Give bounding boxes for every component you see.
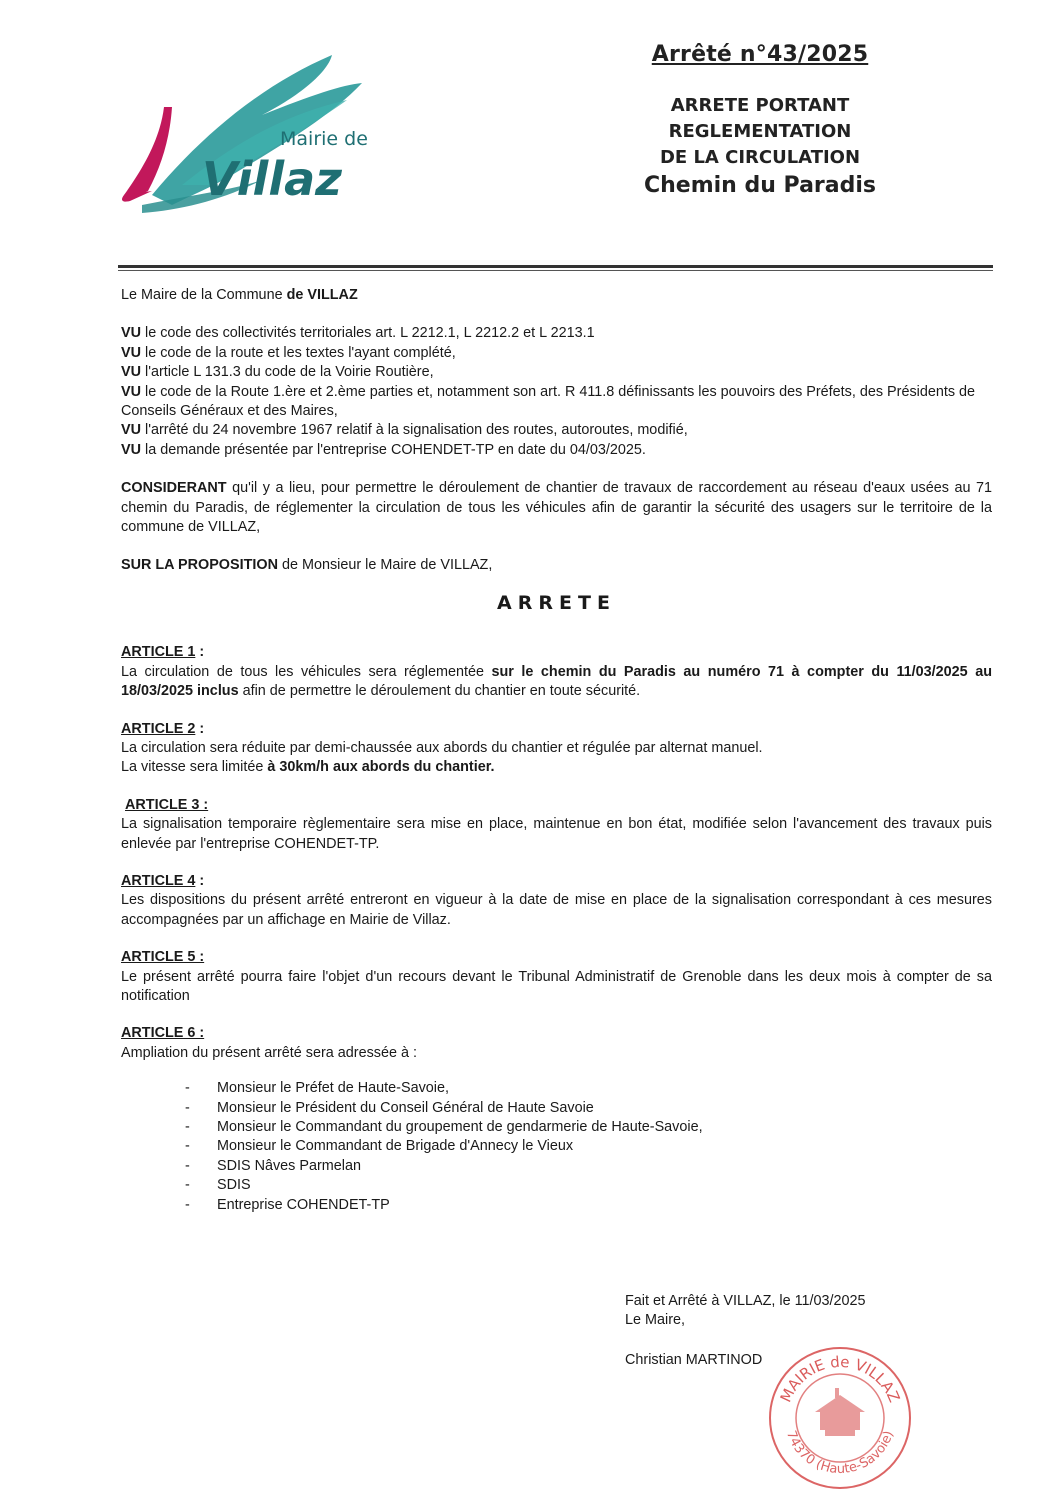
list-item: - Entreprise COHENDET-TP: [185, 1196, 390, 1213]
list-item: - Monsieur le Commandant de Brigade d'Annecy le Vieux: [185, 1138, 574, 1155]
article-1: ARTICLE 1 : La circulation de tous les véhicules sera réglementée sur le chemin du Paradis au numéro 71 à compter du 11/03/2025 au 18/03/2025 inclus afin de permettre le déroulement du chantier en toute sécurité.: [121, 644, 992, 700]
vu-list: [121, 324, 992, 460]
title-line-1: ARRETE PORTANT: [670, 95, 850, 116]
article-4: ARTICLE 4 : Les dispositions du présent arrêté entreront en vigueur à la date de mise en place de la signalisation correspondant à ces mesures accompagnées par un affichage en Mairie de Villaz.: [121, 872, 992, 928]
vu-item: VU la demande présentée par l'entreprise COHENDET-TP en date du 04/03/2025.: [121, 441, 646, 458]
signature-name: Christian MARTINOD: [625, 1351, 763, 1368]
stamp-emblem: [815, 1388, 865, 1436]
intro-prefix: Le Maire de la Commune: [121, 287, 287, 303]
title-subject: Chemin du Paradis: [643, 173, 877, 198]
arrete-number: Arrêté n°43/2025: [651, 42, 869, 67]
article-1-heading: ARTICLE 1: [121, 644, 196, 661]
article-5-heading: ARTICLE 5 :: [121, 949, 205, 966]
article-5: ARTICLE 5 : Le présent arrêté pourra faire l'objet d'un recours devant le Tribunal Administratif de Grenoble dans les deux mois à compter de sa notification: [121, 949, 992, 1004]
mairie-stamp: [765, 1340, 915, 1490]
article-6-heading: ARTICLE 6 :: [121, 1025, 205, 1042]
vu-item: VU le code des collectivités territoriales art. L 2212.1, L 2212.2 et L 2213.1: [121, 325, 595, 342]
mairie-de-villaz-logo: [112, 45, 402, 220]
vu-item: VU l'article L 131.3 du code de la Voirie Routière,: [121, 364, 434, 381]
logo-text-villaz: Villaz: [202, 152, 342, 206]
proposition-paragraph: SUR LA PROPOSITION de Monsieur le Maire de VILLAZ,: [121, 557, 493, 574]
signature-place-date: Fait et Arrêté à VILLAZ, le 11/03/2025: [625, 1293, 866, 1309]
vu-item: VU le code de la route et les textes l'ayant complété,: [121, 344, 456, 361]
considerant-paragraph: CONSIDERANT qu'il y a lieu, pour permettre le déroulement de chantier de travaux de raccordement au réseau d'eaux usées au 71 chemin du Paradis, de réglementer la circulation de tous les véhicules afin de garantir la sécurité des usagers sur le territoire de la commune de VILLAZ,: [121, 480, 992, 536]
article-3-heading: ARTICLE 3 :: [125, 796, 209, 813]
intro-commune: de VILLAZ: [286, 287, 358, 303]
signature-role: Le Maire,: [625, 1312, 685, 1329]
article-3: ARTICLE 3 : La signalisation temporaire règlementaire sera mise en place, maintenue en bon état, modifiée selon l'avancement des travaux puis enlevée par l'entreprise COHENDET-TP.: [121, 796, 992, 852]
list-item: - Monsieur le Préfet de Haute-Savoie,: [185, 1080, 449, 1097]
article-2-heading: ARTICLE 2: [121, 720, 196, 737]
list-item: - SDIS: [185, 1177, 251, 1194]
article-4-heading: ARTICLE 4: [121, 872, 196, 889]
header-divider-thin: [118, 270, 993, 271]
stamp-bottom-text: 74370 (Haute-Savoie): [783, 1428, 897, 1478]
logo-text-mairie: Mairie de: [280, 128, 368, 150]
header-divider: [118, 265, 993, 268]
article-2: ARTICLE 2 : La circulation sera réduite par demi-chaussée aux abords du chantier et régulée par alternat manuel. La vitesse sera limitée à 30km/h aux abords du chantier.: [121, 720, 763, 776]
list-item: - Monsieur le Commandant du groupement de gendarmerie de Haute-Savoie,: [185, 1119, 703, 1135]
list-item: - SDIS Nâves Parmelan: [185, 1157, 361, 1174]
title-line-2: REGLEMENTATION: [668, 121, 852, 142]
list-item: - Monsieur le Président du Conseil Général de Haute Savoie: [185, 1099, 594, 1116]
document-body: [121, 286, 992, 1215]
vu-item: VU l'arrêté du 24 novembre 1967 relatif à la signalisation des routes, autoroutes, modifié,: [121, 422, 688, 439]
article-6: ARTICLE 6 : Ampliation du présent arrêté sera adressée à : - Monsieur le Préfet de Haute-Savoie, - Monsieur le Président du Conseil Général de Haute Savoie - Monsieur le Commandant du groupement de gendarmerie de Haute-Savoie, - Monsieur le Commandant de Brigade d'Annecy le Vieux - SDIS Nâves Parmelan - SDIS - Entreprise COHENDET-TP: [121, 1024, 992, 1215]
intro-line: [121, 286, 992, 305]
title-line-3: DE LA CIRCULATION: [659, 147, 861, 168]
document-header: [600, 42, 920, 201]
stamp-outer-text: MAIRIE de VILLAZ: [776, 1352, 904, 1406]
ampliation-list: [121, 1079, 992, 1215]
vu-item: VU le code de la Route 1.ère et 2.ème parties et, notamment son art. R 411.8 définissants les pouvoirs des Préfets, des Présidents de Conseils Généraux et des Maires,: [121, 383, 976, 420]
arrete-heading: ARRETE: [497, 591, 616, 614]
